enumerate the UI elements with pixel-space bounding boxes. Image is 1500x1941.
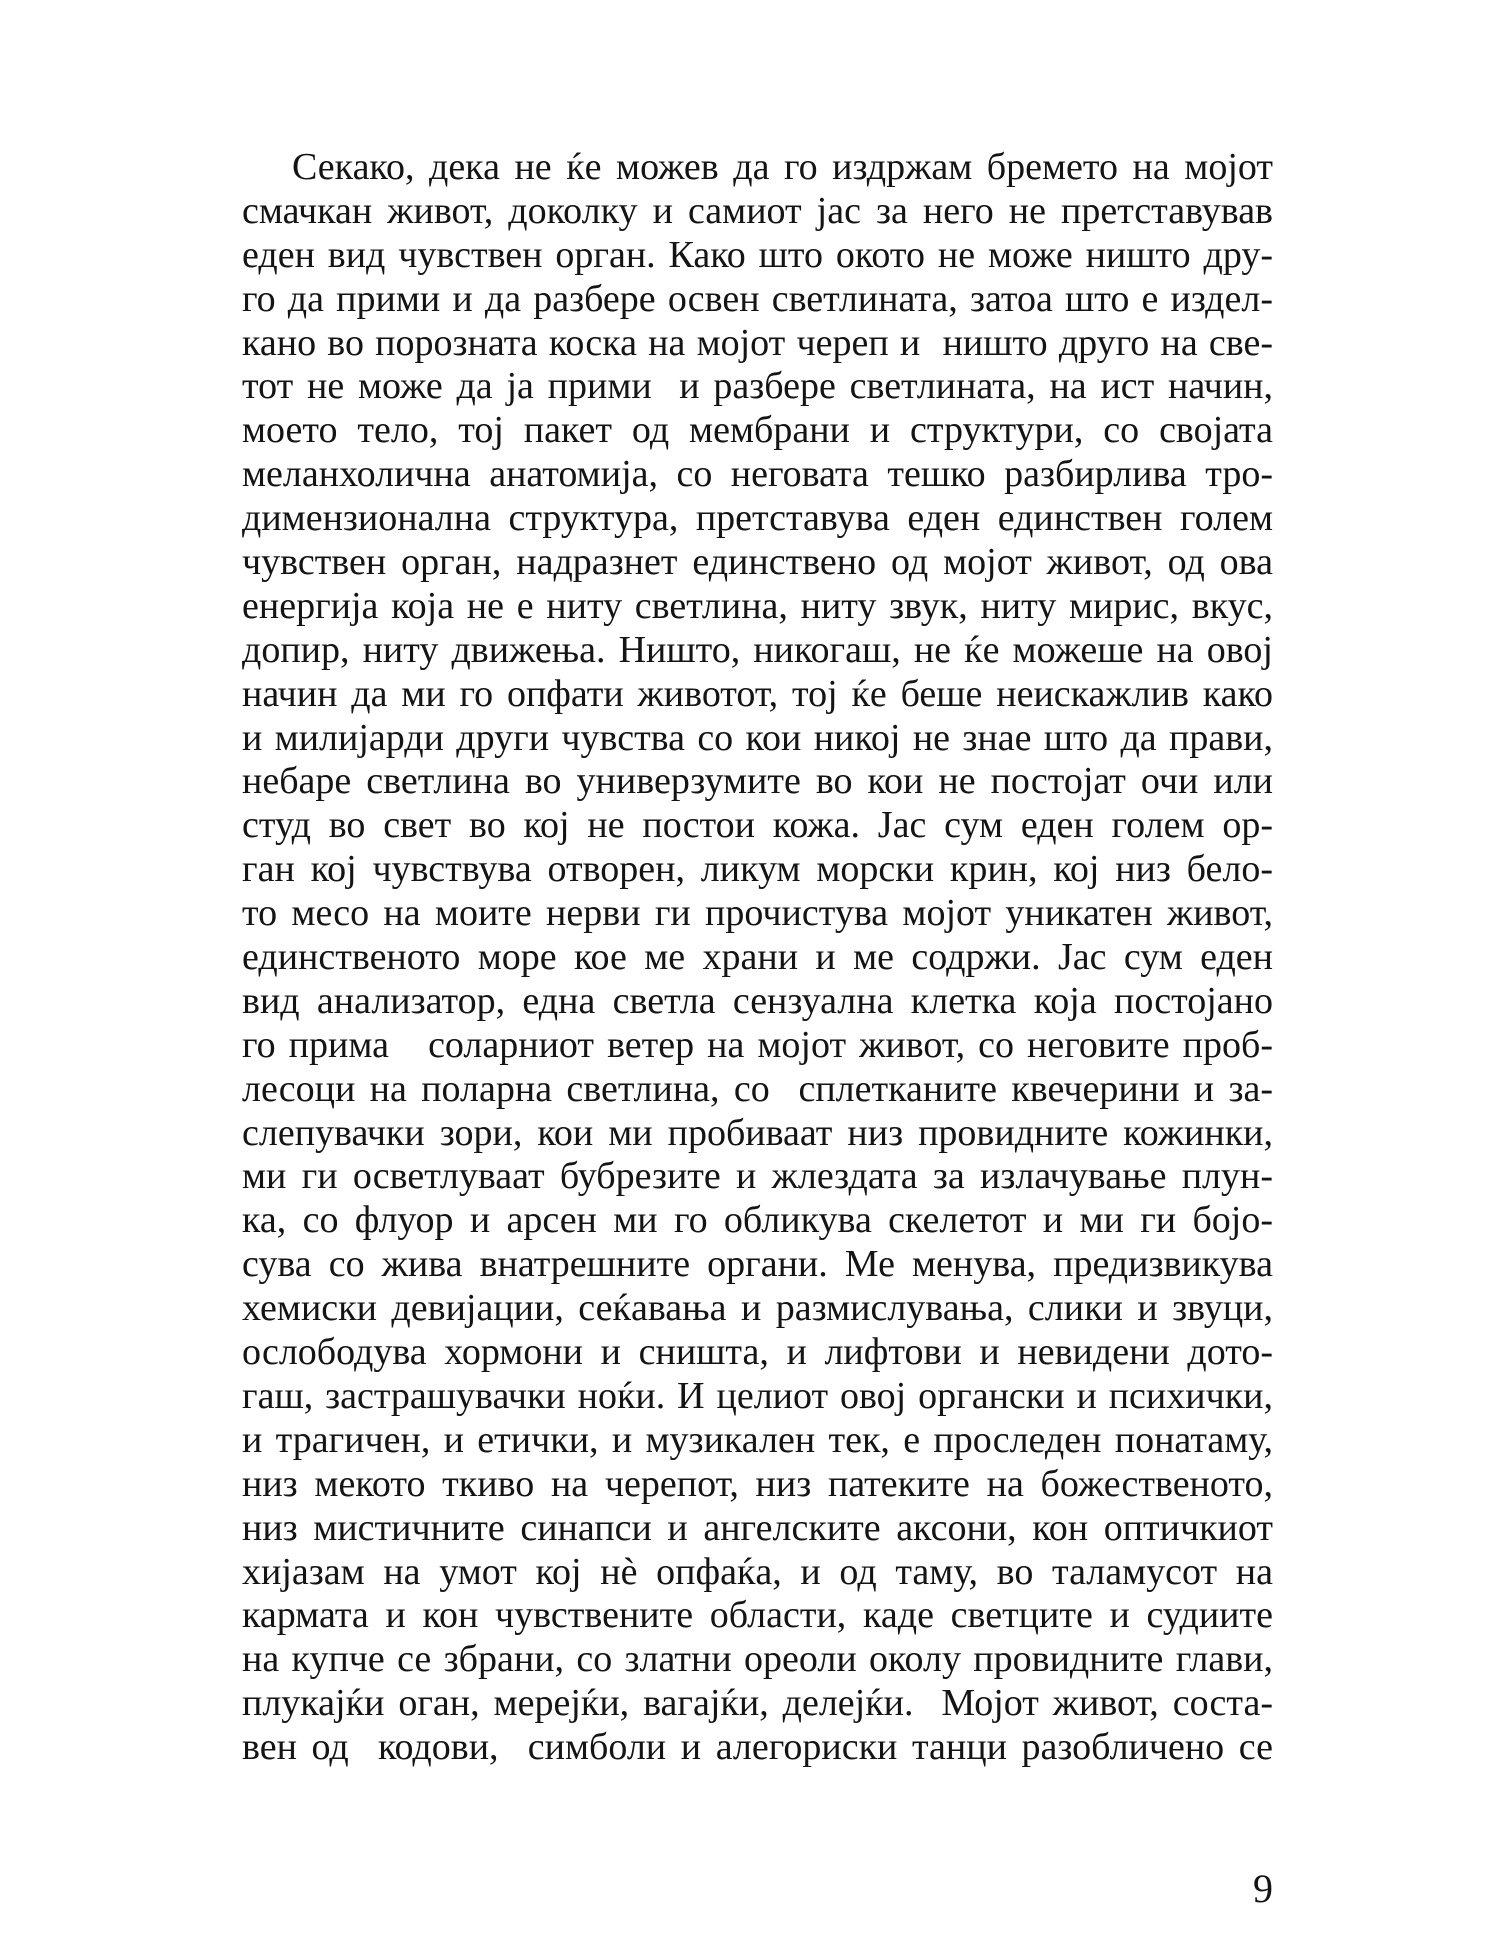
text-line: тот не може да ја прими и разбере светлината, на ист начин, bbox=[242, 365, 1273, 408]
text-line: еден вид чувствен орган. Како што окото не може ништо дру- bbox=[242, 233, 1273, 276]
text-line: кармата и кон чувствените области, каде светците и судиите bbox=[242, 1594, 1273, 1637]
text-line: ми ги осветлуваат бубрезите и жлездата за излачување плун- bbox=[242, 1155, 1273, 1198]
text-line: допир, ниту движења. Ништо, никогаш, не ќе можеше на овој bbox=[242, 628, 1273, 671]
text-line: го прима соларниот ветер на мојот живот, со неговите проб- bbox=[242, 1023, 1273, 1066]
text-line: кано во порозната коска на мојот череп и ништо друго на све- bbox=[242, 321, 1273, 364]
text-line: вен од кодови, симболи и алегориски танци разобличено се bbox=[242, 1726, 1273, 1769]
text-line: начин да ми го опфати животот, тој ќе беше неискажлив како bbox=[242, 672, 1273, 715]
text-line: на купче се збрани, со златни ореоли околу провидните глави, bbox=[242, 1638, 1273, 1681]
text-line: ган кој чувствува отворен, ликум морски крин, кој низ бело- bbox=[242, 848, 1273, 891]
text-line: чувствен орган, надразнет единствено од мојот живот, од ова bbox=[242, 541, 1273, 584]
text-line: небаре светлина во универзумите во кои не постојат очи или bbox=[242, 760, 1273, 803]
text-line: хемиски девијации, сеќавања и размислувања, слики и звуци, bbox=[242, 1287, 1273, 1330]
text-line: и милијарди други чувства со кои никој не знае што да прави, bbox=[242, 716, 1273, 759]
text-line: единственото море кое ме храни и ме содржи. Јас сум еден bbox=[242, 936, 1273, 979]
page-number: 9 bbox=[1253, 1866, 1273, 1911]
text-line: лесоци на поларна светлина, со сплетканите квечерини и за- bbox=[242, 1067, 1273, 1110]
text-line: енергија која не е ниту светлина, ниту звук, ниту мирис, вкус, bbox=[242, 584, 1273, 627]
text-line: димензионална структура, претставува еден единствен голем bbox=[242, 497, 1273, 540]
text-line: вид анализатор, една светла сензуална клетка која постојано bbox=[242, 979, 1273, 1022]
text-line: низ мекото ткиво на черепот, низ патеките на божественото, bbox=[242, 1462, 1273, 1505]
text-line: меланхолична анатомија, со неговата тешко разбирлива тро- bbox=[242, 453, 1273, 496]
text-line: ослободува хормони и сништа, и лифтови и невидени дото- bbox=[242, 1331, 1273, 1374]
text-line: сува со жива внатрешните органи. Ме менува, предизвикува bbox=[242, 1243, 1273, 1286]
text-line: моето тело, тој пакет од мембрани и структури, со својата bbox=[242, 409, 1273, 452]
paragraph bbox=[242, 146, 1273, 1770]
text-line: то месо на моите нерви ги прочистува мојот уникатен живот, bbox=[242, 892, 1273, 935]
text-line: гаш, застрашувачки ноќи. И целиот овој органски и психички, bbox=[242, 1374, 1273, 1417]
text-line: студ во свет во кој не постои кожа. Јас сум еден голем ор- bbox=[242, 804, 1273, 847]
text-line: Секако, дека не ќе можев да го издржам бремето на мојот bbox=[292, 146, 1273, 188]
text-line: го да прими и да разбере освен светлината, затоа што е издел- bbox=[242, 277, 1273, 320]
text-line: низ мистичните синапси и ангелските аксони, кон оптичкиот bbox=[242, 1506, 1273, 1549]
text-line: и трагичен, и етички, и музикален тек, е проследен понатаму, bbox=[242, 1418, 1273, 1461]
text-line: ка, со флуор и арсен ми го обликува скелетот и ми ги бојо- bbox=[242, 1199, 1273, 1242]
text-line: слепувачки зори, кои ми пробиваат низ провидните кожинки, bbox=[242, 1111, 1273, 1154]
text-line: плукајќи оган, мерејќи, вагајќи, делејќи. Мојот живот, соста- bbox=[242, 1682, 1273, 1725]
text-line: смачкан живот, доколку и самиот јас за него не претставував bbox=[242, 189, 1273, 232]
text-line: хијазам на умот кој нѐ опфаќа, и од таму, во таламусот на bbox=[242, 1550, 1273, 1593]
